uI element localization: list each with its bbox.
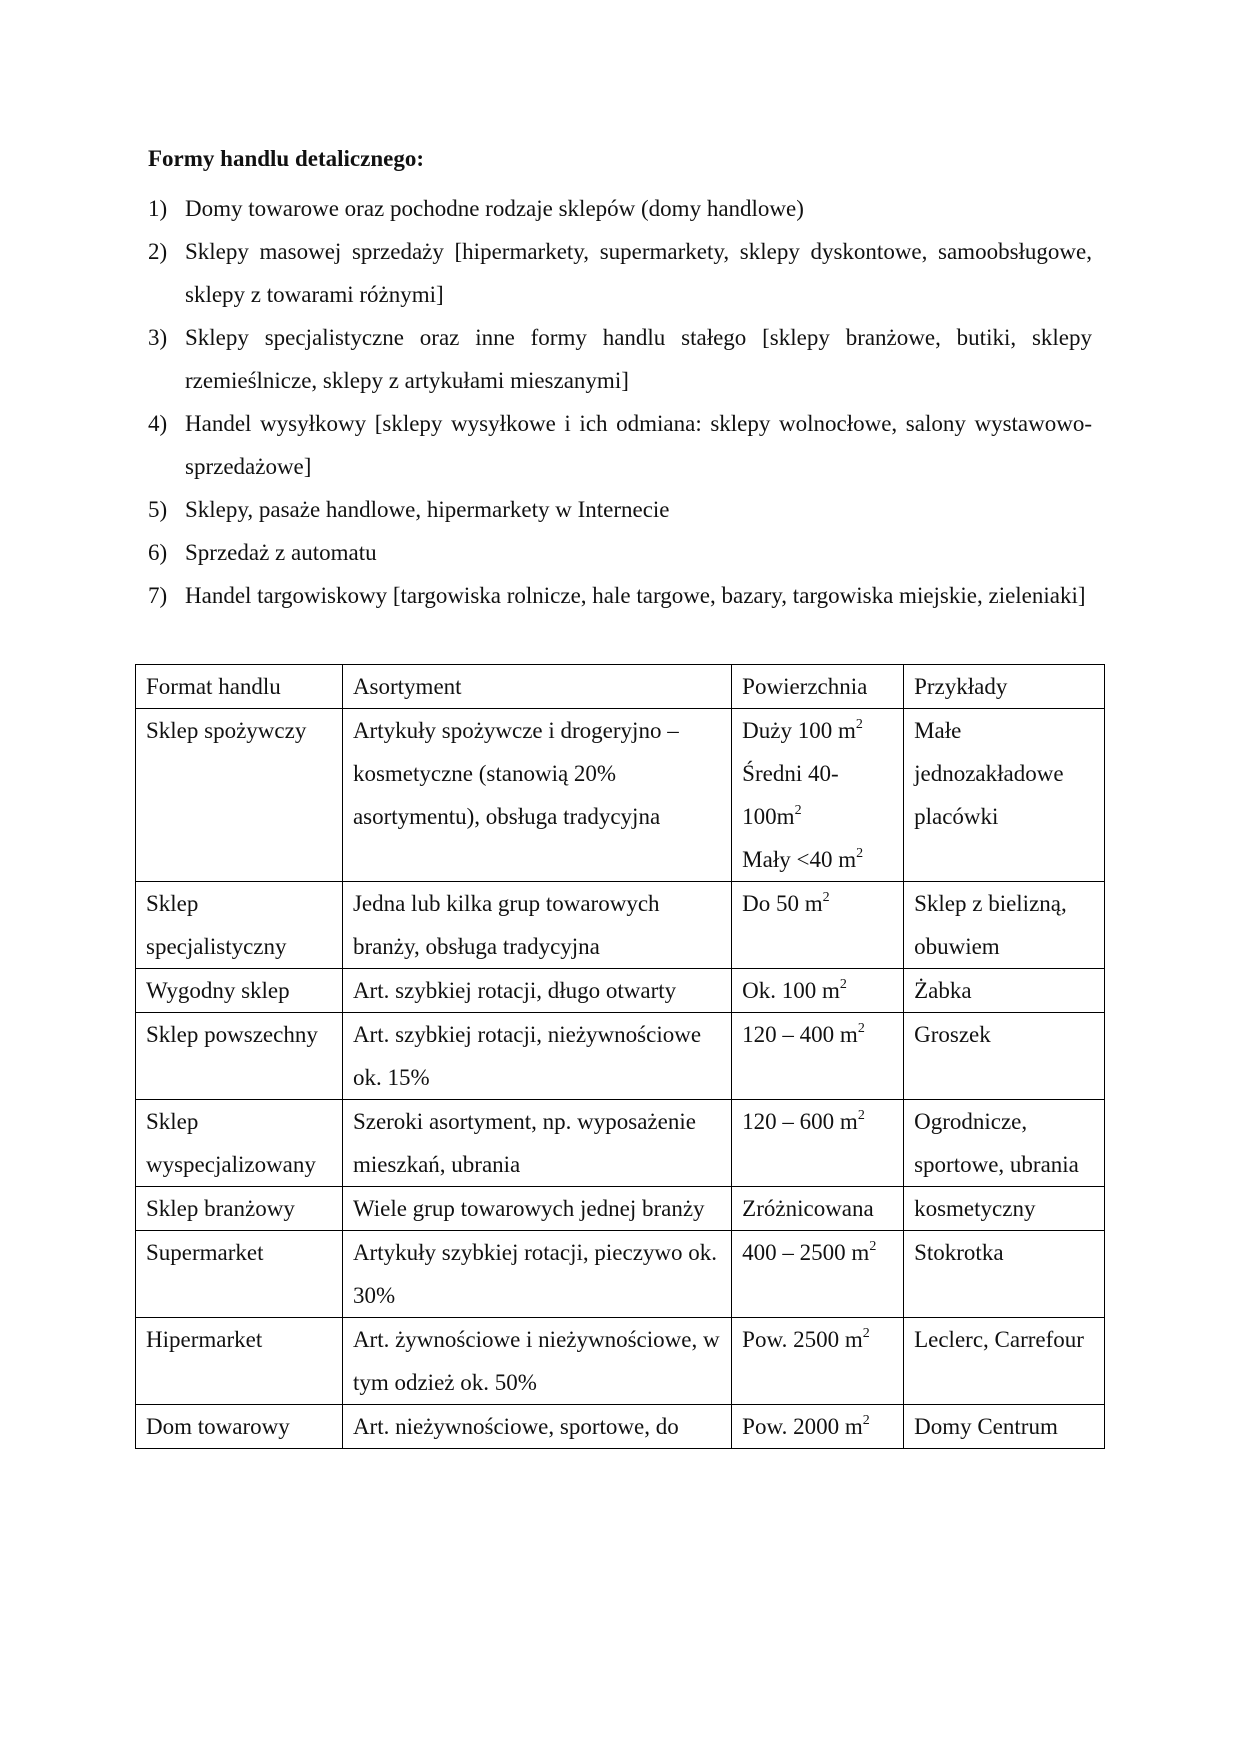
area-line [742,1187,893,1230]
list-text: Sklepy masowej sprzedaży [hipermarkety, supermarkety, sklepy dyskontowe, samoobsługowe, sklepy z towarami różnymi] [185,239,1092,307]
list-item [148,531,1092,574]
cell-asortyment: Art. szybkiej rotacji, nieżywnościowe ok. 15% [342,1013,731,1100]
table-row [136,1100,1105,1187]
area-line [742,1013,893,1056]
list-text: Sklepy, pasaże handlowe, hipermarkety w Internecie [185,497,670,522]
area-text: Pow. 2000 m [742,1414,863,1439]
area-text: Duży 100 m [742,718,856,743]
list-item [148,316,1092,402]
cell-asortyment: Szeroki asortyment, np. wyposażenie mieszkań, ubrania [342,1100,731,1187]
cell-format: Dom towarowy [136,1405,343,1449]
list-item [148,230,1092,316]
list-text: Domy towarowe oraz pochodne rodzaje sklepów (domy handlowe) [185,196,804,221]
cell-przyklady: Małe jednozakładowe placówki [904,709,1105,882]
cell-format: Sklep spożywczy [136,709,343,882]
table-row [136,882,1105,969]
cell-format: Wygodny sklep [136,969,343,1013]
cell-przyklady: Domy Centrum [904,1405,1105,1449]
area-text: Ok. 100 m [742,978,840,1003]
area-text: 120 – 400 m [742,1022,858,1047]
list-text: Handel targowiskowy [targowiska rolnicze, hale targowe, bazary, targowiska miejskie, zieleniaki] [185,583,1086,608]
cell-przyklady: Ogrodnicze, sportowe, ubrania [904,1100,1105,1187]
column-header-format: Format handlu [136,665,343,709]
cell-asortyment: Art. szybkiej rotacji, długo otwarty [342,969,731,1013]
area-line [742,1405,893,1448]
cell-asortyment: Jedna lub kilka grup towarowych branży, obsługa tradycyjna [342,882,731,969]
table-row [136,1405,1105,1449]
area-text: Mały <40 m [742,847,857,872]
retail-forms-list [148,187,1092,617]
list-number: 1) [148,196,168,221]
area-unit-superscript: 2 [855,717,863,732]
cell-powierzchnia [732,1405,904,1449]
area-line [742,1318,893,1361]
cell-asortyment: Art. żywnościowe i nieżywnościowe, w tym odzież ok. 50% [342,1318,731,1405]
list-number: 6) [148,540,168,565]
list-text: Handel wysyłkowy [sklepy wysyłkowe i ich odmiana: sklepy wolnocłowe, salony wystawowo-sprzedażowe] [185,411,1092,479]
column-header-asortyment: Asortyment [342,665,731,709]
cell-asortyment: Artykuły szybkiej rotacji, pieczywo ok. 30% [342,1231,731,1318]
table-body [136,709,1105,1449]
cell-powierzchnia [732,969,904,1013]
list-text: Sprzedaż z automatu [185,540,377,565]
cell-format: Hipermarket [136,1318,343,1405]
area-text: Średni 40-100m [742,761,839,829]
column-header-przyklady: Przykłady [904,665,1105,709]
cell-przyklady: kosmetyczny [904,1187,1105,1231]
table-row [136,1013,1105,1100]
list-item [148,574,1092,617]
cell-powierzchnia [732,1231,904,1318]
cell-powierzchnia [732,709,904,882]
area-text: Zróżnicowana [742,1196,874,1221]
area-unit-superscript: 2 [862,1326,870,1341]
area-text: Pow. 2500 m [742,1327,863,1352]
column-header-powierzchnia: Powierzchnia [732,665,904,709]
cell-format: Sklep wyspecjalizowany [136,1100,343,1187]
list-number: 2) [148,239,168,264]
cell-przyklady: Sklep z bielizną, obuwiem [904,882,1105,969]
list-item [148,187,1092,230]
area-unit-superscript: 2 [839,977,847,992]
retail-formats-table [135,664,1105,1449]
table-header-row [136,665,1105,709]
area-unit-superscript: 2 [857,1108,865,1123]
area-line [742,1100,893,1143]
area-unit-superscript: 2 [856,846,864,861]
area-unit-superscript: 2 [857,1021,865,1036]
cell-powierzchnia [732,1100,904,1187]
table-row [136,969,1105,1013]
list-text: Sklepy specjalistyczne oraz inne formy handlu stałego [sklepy branżowe, butiki, sklepy rzemieślnicze, sklepy z artykułami mieszanymi] [185,325,1092,393]
cell-asortyment: Artykuły spożywcze i drogeryjno – kosmetyczne (stanowią 20% asortymentu), obsługa tradycyjna [342,709,731,882]
cell-powierzchnia [732,1187,904,1231]
list-item [148,402,1092,488]
cell-asortyment: Art. nieżywnościowe, sportowe, do [342,1405,731,1449]
area-unit-superscript: 2 [869,1239,877,1254]
area-unit-superscript: 2 [862,1413,870,1428]
area-text: 400 – 2500 m [742,1240,870,1265]
cell-format: Sklep powszechny [136,1013,343,1100]
area-line [742,709,893,752]
area-line [742,882,893,925]
cell-przyklady: Stokrotka [904,1231,1105,1318]
list-number: 4) [148,411,168,436]
list-item [148,488,1092,531]
list-number: 7) [148,583,168,608]
cell-przyklady: Żabka [904,969,1105,1013]
area-text: 120 – 600 m [742,1109,858,1134]
cell-przyklady: Groszek [904,1013,1105,1100]
table-row [136,1318,1105,1405]
document-heading: Formy handlu detalicznego: [148,146,424,171]
cell-format: Supermarket [136,1231,343,1318]
list-number: 5) [148,497,168,522]
area-line [742,1231,893,1274]
area-line [742,969,893,1012]
table-row [136,1231,1105,1318]
area-line [742,752,893,838]
cell-powierzchnia [732,1318,904,1405]
area-unit-superscript: 2 [822,890,830,905]
table-row [136,709,1105,882]
cell-przyklady: Leclerc, Carrefour [904,1318,1105,1405]
cell-powierzchnia [732,882,904,969]
list-number: 3) [148,325,168,350]
cell-powierzchnia [732,1013,904,1100]
area-line [742,838,893,881]
cell-format: Sklep branżowy [136,1187,343,1231]
table-row [136,1187,1105,1231]
area-text: Do 50 m [742,891,823,916]
cell-asortyment: Wiele grup towarowych jednej branży [342,1187,731,1231]
cell-format: Sklep specjalistyczny [136,882,343,969]
area-unit-superscript: 2 [794,803,802,818]
